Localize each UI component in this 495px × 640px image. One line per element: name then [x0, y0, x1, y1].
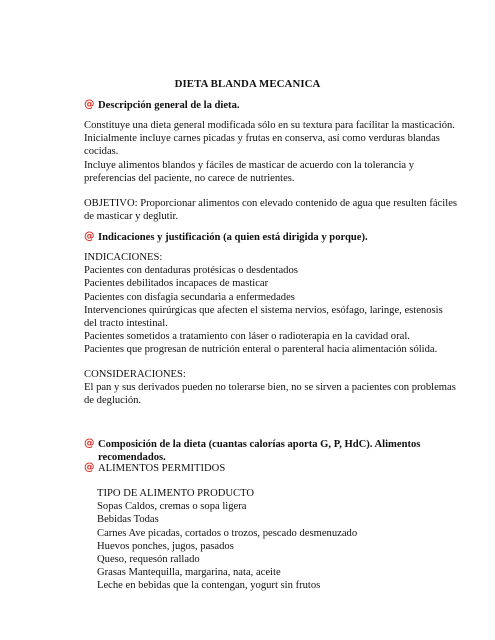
indicaciones-list [84, 251, 443, 357]
descripcion-paragraph [84, 119, 455, 185]
table-row: Queso, requesón rallado [97, 554, 200, 566]
text-line: cocidas. [84, 146, 119, 158]
list-item: Intervenciones quirúrgicas que afecten el sistema nervios, esófago, laringe, estenosis [84, 304, 443, 316]
consideraciones-paragraph [84, 368, 456, 408]
document-title: DIETA BLANDA MECANICA [174, 78, 321, 90]
table-row: Leche en bebidas que la contengan, yogurt sin frutos [97, 580, 321, 592]
section-heading-indicaciones [84, 231, 414, 244]
text-line: de masticar y deglutir. [84, 211, 179, 223]
heading-text [98, 438, 420, 464]
table-row: Bebidas Todas [97, 514, 159, 526]
objetivo-paragraph [84, 197, 458, 223]
alimentos-table [97, 487, 417, 593]
text-line: Inicialmente incluye carnes picadas y frutas en conserva, así como verduras blandas [84, 133, 440, 145]
heading-text: Descripción general de la dieta. [98, 100, 240, 111]
section-heading-composicion [84, 437, 421, 464]
table-row: Sopas Caldos, cremas o sopa ligera [97, 501, 247, 513]
at-sign-bullet-icon: @ [84, 230, 95, 242]
heading-text: Indicaciones y justificación (a quien está dirigida y porque). [98, 232, 368, 243]
list-item: del tracto intestinal. [84, 318, 168, 330]
heading-line: Composición de la dieta (cuantas calorías aporta G, P, HdC). Alimentos [98, 439, 421, 450]
list-item: Pacientes sometidos a tratamiento con láser o radioterapia en la cavidad oral. [84, 331, 410, 343]
text-line: OBJETIVO: Proporcionar alimentos con elevado contenido de agua que resulten fáciles [84, 198, 458, 209]
table-row: Carnes Ave picadas, cortados o trozos, pescado desmenuzado [97, 527, 358, 539]
heading-text: ALIMENTOS PERMITIDOS [98, 463, 226, 474]
text-line: Incluye alimentos blandos y fáciles de masticar de acuerdo con la tolerancia y [84, 159, 415, 171]
text-line: preferencias del paciente, no carece de nutrientes. [84, 172, 295, 184]
list-item: Pacientes con dentaduras protésicas o desdentados [84, 265, 298, 277]
at-sign-bullet-icon: @ [84, 437, 95, 449]
at-sign-bullet-icon: @ [84, 461, 95, 473]
text-line: CONSIDERACIONES: [84, 369, 186, 380]
text-line: Constituye una dieta general modificada sólo en su textura para facilitar la masticación. [84, 120, 455, 131]
table-row: Grasas Mantequilla, margarina, nata, aceite [97, 567, 281, 579]
text-line: El pan y sus derivados pueden no tolerarse bien, no se sirven a pacientes con problemas [84, 382, 456, 394]
heading-line: recomendados. [98, 452, 166, 464]
section-heading-descripcion [84, 99, 414, 112]
table-header: TIPO DE ALIMENTO PRODUCTO [97, 488, 255, 499]
list-item: Pacientes debilitados incapaces de masticar [84, 278, 269, 290]
text-line: de deglución. [84, 395, 142, 407]
permitidos-heading [84, 462, 414, 475]
text-line: INDICACIONES: [84, 252, 163, 263]
table-row: Huevos ponches, jugos, pasados [97, 540, 234, 552]
list-item: Pacientes con disfagia secundaria a enfermedades [84, 291, 295, 303]
at-sign-bullet-icon: @ [84, 98, 95, 110]
list-item: Pacientes que progresan de nutrición enteral o parenteral hacia alimentación sólida. [84, 344, 438, 356]
